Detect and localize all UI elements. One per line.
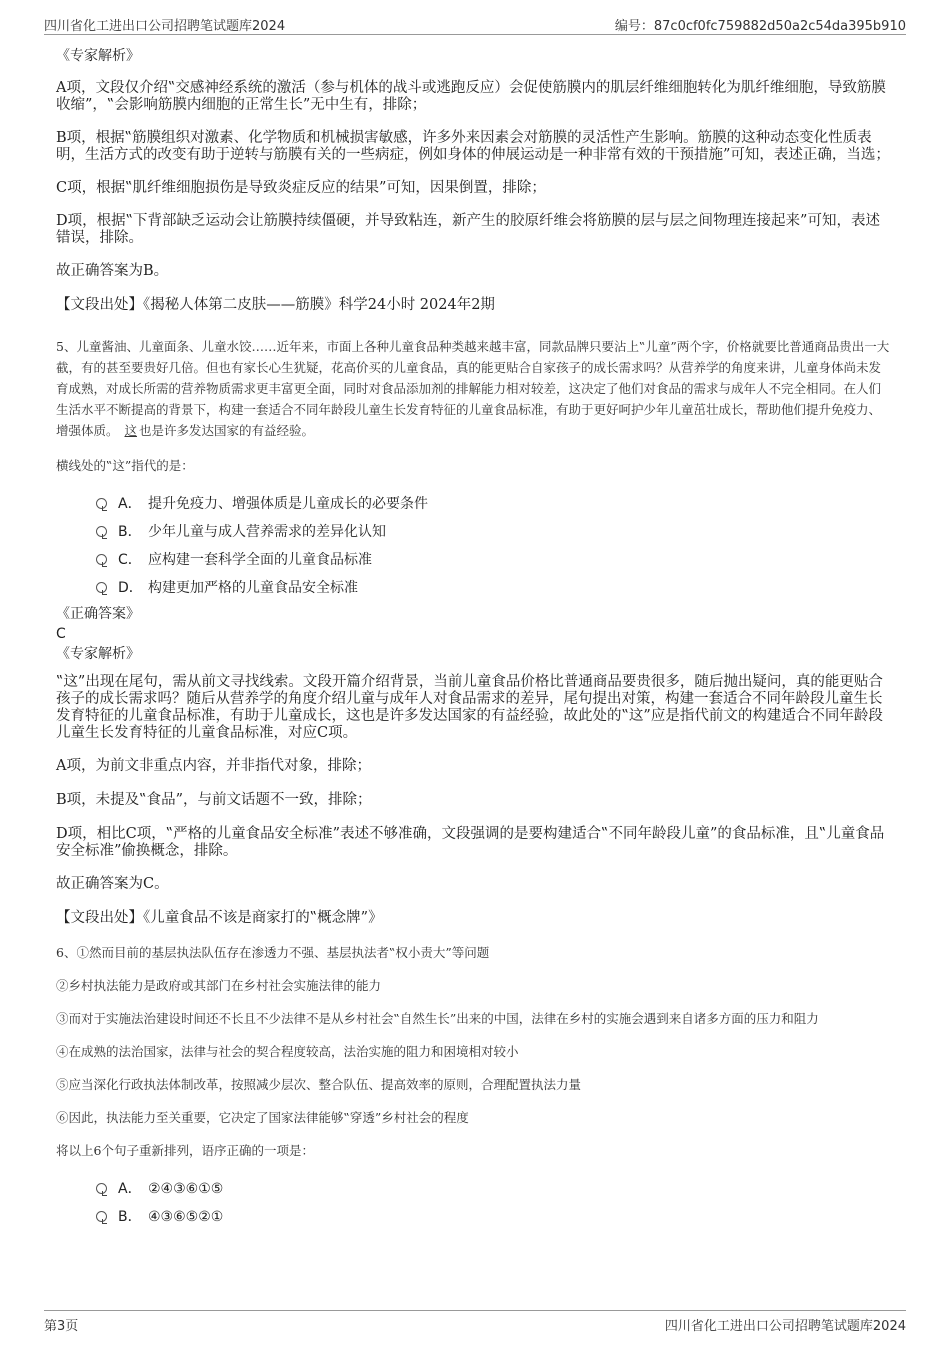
radio-icon[interactable] xyxy=(96,498,107,509)
q4-analysis-a: A项，文段仅介绍‟交感神经系统的激活（参与机体的战斗或逃跑反应）会促使筋膜内的肌层纤维细胞转化为肌纤维细胞，导致筋膜收缩”，‟会影响筋膜内细胞的正常生长”无中生有，排除； xyxy=(56,80,886,113)
q5-underlined-word: 这 xyxy=(124,423,138,438)
q4-analysis-b: B项，根据‟筋膜组织对激素、化学物质和机械损害敏感，许多外来因素会对筋膜的灵活性产生影响。筋膜的这种动态变化性质表明，生活方式的改变有助于逆转与筋膜有关的一些病症，例如身体的伸展运动是一种非常有效的干预措施”可知，表述正确，当选； xyxy=(56,130,890,163)
q5-answer-label: 《正确答案》 xyxy=(56,606,140,622)
q5-analysis-a: A项，为前文非重点内容，并非指代对象，排除； xyxy=(56,758,371,774)
q4-analysis-c: C项，根据‟肌纤维细胞损伤是导致炎症反应的结果”可知，因果倒置，排除； xyxy=(56,180,546,196)
q5-option-b[interactable] xyxy=(56,518,890,546)
q5-option-d[interactable] xyxy=(56,574,890,602)
q6-option-b[interactable] xyxy=(56,1203,890,1231)
option-text: 少年儿童与成人营养需求的差异化认知 xyxy=(148,524,386,540)
q5-options xyxy=(56,490,890,602)
q5-analysis: ‟这”出现在尾句，需从前文寻找线索。文段开篇介绍背景，当前儿童食品价格比普通商品要贵很多，随后抛出疑问，真的能更贴合孩子的成长需求吗？随后从营养学的角度介绍儿童与成年人对食品需求的差异，尾句提出对策，构建一套适合不同年龄段儿童生长发育特征的儿童食品标准，有助于儿童成长，这也是许多发达国家的有益经验，故此处的‟这”应是指代前文的构建适合不同年龄段儿童生长发育特征的儿童食品标准，对应C项。 xyxy=(56,674,883,741)
header-serial: 编号：87c0cf0fc759882d50a2c54da395b910 xyxy=(614,19,906,34)
q4-analysis-label: 《专家解析》 xyxy=(56,48,140,64)
option-text: 构建更加严格的儿童食品安全标准 xyxy=(148,580,358,596)
q5-passage xyxy=(56,336,890,441)
q6-option-a[interactable] xyxy=(56,1175,890,1203)
q5-analysis-d: D项，相比C项，‟严格的儿童食品安全标准”表述不够准确，文段强调的是要构建适合‟不同年龄段儿童”的食品标准，且‟儿童食品安全标准”偷换概念，排除。 xyxy=(56,826,885,859)
q6-question: 将以上6个句子重新排列，语序正确的一项是： xyxy=(56,1143,314,1158)
option-letter: A． xyxy=(118,496,142,512)
q5-analysis-label: 《专家解析》 xyxy=(56,646,140,662)
q4-conclusion: 故正确答案为B。 xyxy=(56,263,169,279)
q5-passage-body: 5、儿童酱油、儿童面条、儿童水饺……近年来，市面上各种儿童食品种类越来越丰富，同款品牌只要沾上‟儿童”两个字，价格就要比普通商品贵出一大截，有的甚至要贵好几倍。但也有家长心生犹疑，花高价买的儿童食品，真的能更贴合自家孩子的成长需求吗？从营养学的角度来讲，儿童身体尚未发育成熟，对成长所需的营养物质需求更丰富更全面，同时对食品添加剂的排解能力相对较差，这决定了他们对食品的需求与成年人不完全相同。在人们生活水平不断提高的背景下，构建一套适合不同年龄段儿童生长发育特征的儿童食品标准，有助于更好呵护少年儿童茁壮成长，帮助他们提升免疫力、增强体质。 xyxy=(56,339,890,438)
radio-icon[interactable] xyxy=(96,1211,107,1222)
q6-sentence-2: ②乡村执法能力是政府或其部门在乡村社会实施法律的能力 xyxy=(56,978,382,993)
option-letter: B． xyxy=(118,1209,142,1225)
q6-sentence-3: ③而对于实施法治建设时间还不长且不少法律不是从乡村社会‟自然生长”出来的中国，法律在乡村的实施会遇到来自诸多方面的压力和阻力 xyxy=(56,1011,819,1026)
footer-title: 四川省化工进出口公司招聘笔试题库2024 xyxy=(664,1319,906,1334)
page-header xyxy=(44,12,906,35)
q5-source: 【文段出处】《儿童食品不该是商家打的‟概念牌”》 xyxy=(56,910,383,926)
option-text: 应构建一套科学全面的儿童食品标准 xyxy=(148,552,372,568)
q5-answer: C xyxy=(56,626,66,642)
footer-page-number: 第3页 xyxy=(44,1319,79,1334)
q6-sentence-6: ⑥因此，执法能力至关重要，它决定了国家法律能够‟穿透”乡村社会的程度 xyxy=(56,1110,469,1125)
q5-option-c[interactable] xyxy=(56,546,890,574)
option-letter: D． xyxy=(118,580,143,596)
q4-analysis-d: D项，根据‟下背部缺乏运动会让筋膜持续僵硬，并导致粘连，新产生的胶原纤维会将筋膜的层与层之间物理连接起来”可知，表述错误，排除。 xyxy=(56,213,880,246)
radio-icon[interactable] xyxy=(96,554,107,565)
page-content xyxy=(56,46,890,1231)
option-letter: C． xyxy=(118,552,142,568)
radio-icon[interactable] xyxy=(96,1183,107,1194)
q6-options xyxy=(56,1175,890,1231)
q5-conclusion: 故正确答案为C。 xyxy=(56,876,169,892)
q6-sentence-4: ④在成熟的法治国家，法律与社会的契合程度较高，法治实施的阻力和困境相对较小 xyxy=(56,1044,519,1059)
option-text: 提升免疫力、增强体质是儿童成长的必要条件 xyxy=(148,496,428,512)
option-text: ④③⑥⑤②① xyxy=(148,1209,224,1225)
q6-sentence-5: ⑤应当深化行政执法体制改革，按照减少层次、整合队伍、提高效率的原则，合理配置执法力量 xyxy=(56,1077,582,1092)
q5-question: 横线处的‟这”指代的是： xyxy=(56,458,194,473)
radio-icon[interactable] xyxy=(96,526,107,537)
q4-source: 【文段出处】《揭秘人体第二皮肤——筋膜》科学24小时 2024年2期 xyxy=(56,297,495,313)
option-letter: A． xyxy=(118,1181,142,1197)
header-title: 四川省化工进出口公司招聘笔试题库2024 xyxy=(44,19,286,34)
q6-sentence-1: 6、①然而目前的基层执法队伍存在渗透力不强、基层执法者‟权小责大”等问题 xyxy=(56,945,490,960)
option-letter: B． xyxy=(118,524,142,540)
q5-analysis-b: B项，未提及‟食品”，与前文话题不一致，排除； xyxy=(56,792,372,808)
q5-option-a[interactable] xyxy=(56,490,890,518)
option-text: ②④③⑥①⑤ xyxy=(148,1181,224,1197)
radio-icon[interactable] xyxy=(96,582,107,593)
q5-passage-tail: 也是许多发达国家的有益经验。 xyxy=(139,423,315,438)
page-footer xyxy=(44,1310,906,1335)
